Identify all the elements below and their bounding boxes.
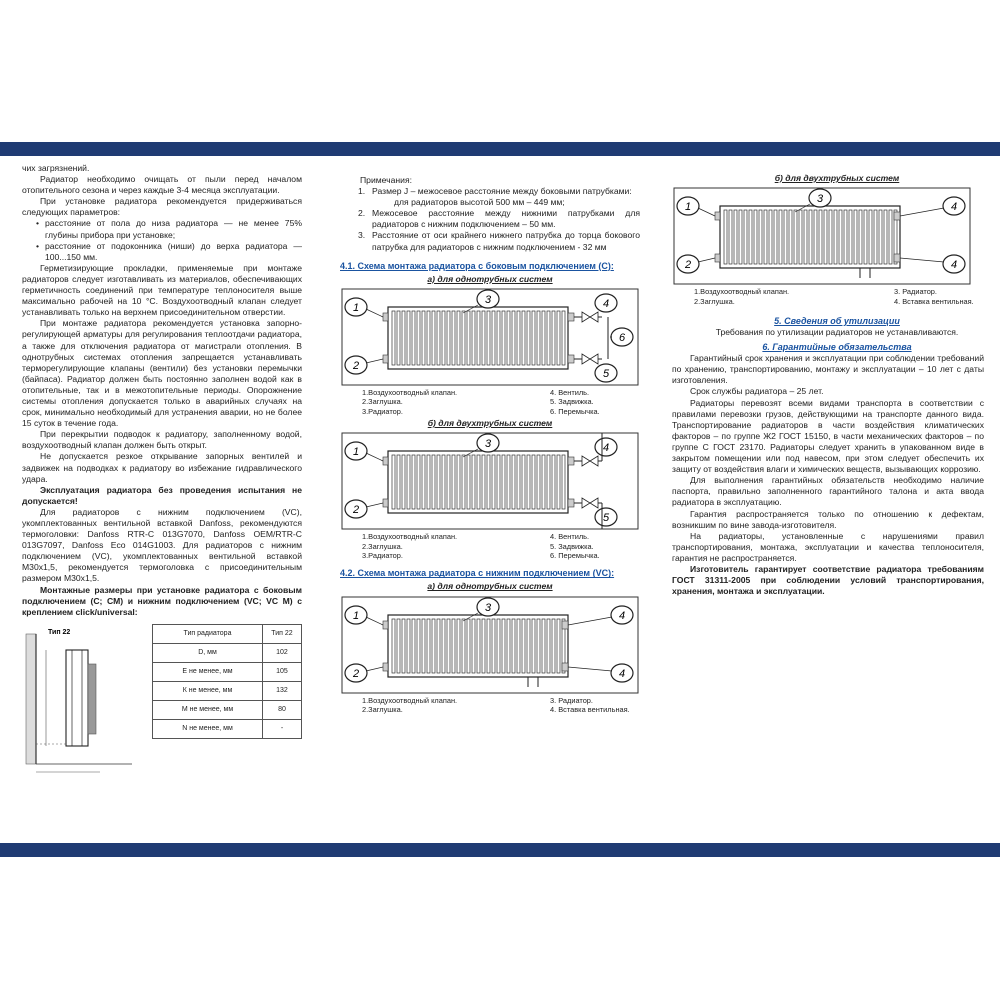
callout-number: 2 (352, 504, 360, 517)
legend-item: 4. Вентиль. (550, 532, 590, 542)
leader-line (366, 503, 383, 507)
legend-item: 2.Заглушка. (362, 397, 403, 407)
table-cell: Е не менее, мм (153, 662, 263, 681)
connector (383, 663, 388, 671)
connector (383, 621, 388, 629)
connector (568, 355, 574, 363)
notes-list (360, 186, 640, 253)
table-cell: 132 (262, 681, 301, 700)
legend-item: 1.Воздухоотводный клапан. (694, 287, 790, 297)
legend-item: 2.Заглушка. (362, 541, 403, 551)
callout-number: 3 (484, 293, 492, 306)
connector (383, 457, 388, 465)
leader-line (366, 309, 383, 317)
notes-block (340, 175, 640, 253)
legend-item: 5. Задвижка. (550, 397, 594, 407)
callout-number: 2 (352, 667, 360, 680)
dims-table (152, 624, 302, 739)
connector (715, 254, 720, 262)
legend-item: 3.Радиатор. (362, 550, 403, 560)
legend-item: 4. Вентиль. (550, 387, 590, 397)
valve (582, 456, 590, 466)
leader-line (366, 453, 383, 461)
connector (562, 621, 568, 629)
table-cell: 102 (262, 643, 301, 662)
callout-number: 4 (950, 201, 958, 214)
table-cell: - (262, 719, 301, 738)
legend-bottom-single (340, 696, 640, 715)
connector (715, 212, 720, 220)
subheading-single-pipe: а) для однотрубных систем (427, 581, 553, 592)
section-heading-4-2: 4.2. Схема монтажа радиатора с нижним подключением (VC): (340, 568, 615, 579)
leader-line (698, 258, 715, 262)
paragraph: Срок службы радиатора – 25 лет. (690, 386, 824, 397)
list-item (364, 186, 640, 208)
paragraph: При монтаже радиатора рекомендуется установка запорно-регулирующей арматуры для регулирования теплоотдачи радиатора, а также для отключения радиатора от магистрали отопления. В однотрубных системах отопления запрещается устанавливать терморегулирующие клапаны (вентили) без установки перемычки (байпаса). Радиатор должен быть постоянно заполнен водой как в отопительные, так и в межотопительные периоды. Опорожнение системы отопления допускается только в аварийных случаях на срок, минимально необходимый для устранения аварии, но не более 15 суток в течение года. (22, 318, 302, 429)
column-right (672, 163, 984, 597)
legend-bottom-two (672, 287, 984, 306)
paragraph: Гарантия распространяется только по отношению к дефектам, возникшим по вине завода-изготовителя. (672, 508, 984, 530)
radiator-diagram (340, 431, 640, 531)
callout-number: 3 (816, 193, 824, 206)
callout-number: 1 (352, 446, 360, 459)
mount-dims-block (22, 624, 302, 774)
figure-label: Тип 22 (48, 628, 71, 636)
column-left (22, 163, 302, 774)
connector (568, 499, 574, 507)
diagram-bottom-single (340, 595, 640, 695)
diagram-bottom-two (672, 186, 984, 286)
bottom-color-band (0, 843, 1000, 857)
table-cell: N не менее, мм (153, 719, 263, 738)
column-middle (340, 163, 640, 714)
legend-item: 6. Перемычка. (550, 406, 600, 416)
manufacturer-guarantee: Изготовитель гарантирует соответствие радиатора требованиям ГОСТ 31311-2005 при соблюдении условий транспортирования, хранения, монтажа и эксплуатации. (672, 563, 984, 597)
list-item: • расстояние от подоконника (ниши) до верха радиатора — 100...150 мм. (36, 241, 302, 263)
table-row (153, 719, 302, 738)
connector (568, 457, 574, 465)
legend-item: 4. Вставка вентильная. (550, 704, 630, 714)
note-text: Размер J – межосевое расстояние между боковыми патрубками: (372, 186, 632, 197)
list-item: 2. Межосевое расстояние между нижними патрубками для радиаторов с нижним подключением – 50 мм. (364, 208, 640, 230)
connector (562, 663, 568, 671)
callout-number: 4 (618, 667, 626, 680)
callout-number: 3 (484, 601, 492, 614)
paragraph: чих загрязнений. (22, 163, 90, 173)
table-cell: D, мм (153, 643, 263, 662)
paragraph: На радиаторы, установленные с нарушениями правил транспортирования, монтажа, эксплуатации и качества теплоносителя, гарантия не распространяется. (672, 530, 984, 563)
legend-side-single (340, 388, 640, 416)
section-heading-5: 5. Сведения об утилизации (774, 315, 900, 326)
table-cell: 105 (262, 662, 301, 681)
table-row (153, 662, 302, 681)
connector (383, 313, 388, 321)
list-item: для радиаторов высотой 500 мм – 449 мм; (394, 197, 565, 208)
paragraph: Герметизирующие прокладки, применяемые при монтаже радиаторов следует изготавливать из материалов, обеспечивающих герметичность соединений при температуре теплоносителя выше максимально рабочей на 10 °С. Воздухоотводный клапан следует устанавливать только на верхнем присоединительном отверстии. (22, 262, 302, 318)
valve (590, 354, 598, 364)
connector (894, 212, 900, 220)
paragraph: При перекрытии подводок к радиатору, заполненному водой, воздухоотводный клапан должен быть открыт. (22, 429, 302, 451)
valve (590, 312, 598, 322)
leader-line (568, 667, 612, 671)
legend-item: 3.Радиатор. (362, 406, 403, 416)
radiator-diagram (340, 287, 640, 387)
callout-number: 2 (684, 259, 692, 272)
callout-number: 1 (352, 301, 360, 314)
radiator-diagram (340, 595, 640, 695)
legend-item: 4. Вставка вентильная. (894, 296, 974, 306)
table-cell: 80 (262, 700, 301, 719)
diagram-side-single (340, 287, 640, 387)
table-row (153, 700, 302, 719)
legend-item: 6. Перемычка. (550, 550, 600, 560)
leader-line (900, 208, 944, 216)
legend-item: 3. Радиатор. (894, 287, 937, 297)
valve (582, 354, 590, 364)
valve (590, 498, 598, 508)
subheading-two-pipe: б) для двухтрубных систем (774, 173, 900, 183)
leader-line (366, 359, 383, 363)
leader-line (366, 667, 383, 671)
paragraph: Для выполнения гарантийных обязательств необходимо наличие паспорта, правильно заполненного гарантийного талона и акта ввода радиатора в эксплуатацию. (672, 475, 984, 508)
valve (590, 456, 598, 466)
table-row (153, 681, 302, 700)
legend-item: 1.Воздухоотводный клапан. (362, 695, 458, 705)
table-cell: Тип радиатора (153, 624, 263, 643)
subheading-single-pipe: а) для однотрубных систем (427, 273, 553, 284)
legend-item: 2.Заглушка. (694, 296, 735, 306)
legend-item: 1.Воздухоотводный клапан. (362, 532, 458, 542)
callout-number: 4 (602, 442, 610, 455)
radiator-side-drawing (22, 624, 142, 774)
callout-number: 6 (618, 331, 626, 344)
leader-line (568, 617, 612, 625)
diagram-side-two (340, 431, 640, 531)
legend-item: 5. Задвижка. (550, 541, 594, 551)
table-cell: М не менее, мм (153, 700, 263, 719)
top-color-band (0, 142, 1000, 156)
callout-number: 4 (950, 259, 958, 272)
notes-title: Примечания: (360, 175, 413, 185)
callout-number: 1 (352, 609, 360, 622)
legend-item: 1.Воздухоотводный клапан. (362, 387, 458, 397)
subheading-two-pipe: б) для двухтрубных систем (427, 418, 553, 429)
table-row (153, 643, 302, 662)
table-cell: Тип 22 (262, 624, 301, 643)
mount-dims-heading: Монтажные размеры при установке радиатора с боковым подключением (C; CM) и нижним подключением (VC; VC M) с креплением click/universal: (22, 584, 302, 617)
paragraph: Гарантийный срок хранения и эксплуатации при соблюдении требований по хранению, транспортированию, монтажу и эксплуатации – 10 лет с даты изготовления. (672, 353, 984, 386)
paragraph: Радиаторы перевозят всеми видами транспорта в соответствии с правилами перевозки грузов, действующими на транспорте данного вида. Транспортирование радиаторов в части воздействия климатических факторов – по группе Ж2 ГОСТ 15150, в части механических факторов – по группе С ГОСТ 23170. Радиаторы следует хранить в упакованном виде в закрытом помещении или под навесом, при этом следует обеспечить их защиту от воздействия влаги и химических веществ, вызывающих коррозию. (672, 397, 984, 475)
connector (383, 499, 388, 507)
connector (383, 355, 388, 363)
callout-number: 3 (484, 438, 492, 451)
leader-line (900, 258, 944, 262)
warning-heading: Эксплуатация радиатора без проведения испытания не допускается! (22, 484, 302, 506)
paragraph: Не допускается резкое открывание запорных вентилей и задвижек на подводках к радиатору во избежание гидравлического удара. (22, 451, 302, 484)
leader-line (366, 617, 383, 625)
legend-item: 3. Радиатор. (550, 695, 593, 705)
section-heading-4-1: 4.1. Схема монтажа радиатора с боковым подключением (С): (340, 260, 614, 271)
paragraph: Радиатор необходимо очищать от пыли перед началом отопительного сезона и через каждые 3-4 месяца эксплуатации. (22, 174, 302, 196)
callout-number: 5 (602, 512, 610, 525)
bullet-list (22, 218, 302, 262)
legend-side-two (340, 532, 640, 560)
legend-item: 2.Заглушка. (362, 704, 403, 714)
connector (568, 313, 574, 321)
list-item: 3. Расстояние от оси крайнего нижнего патрубка до торца бокового патрубка для радиаторов с нижним подключением - 32 мм (364, 230, 640, 252)
callout-number: 2 (352, 359, 360, 372)
radiator-diagram (672, 186, 972, 286)
section-heading-6: 6. Гарантийные обязательства (762, 342, 912, 353)
table-cell: К не менее, мм (153, 681, 263, 700)
list-item: • расстояние от пола до низа радиатора — не менее 75% глубины прибора при установке; (36, 218, 302, 240)
paragraph: При установке радиатора рекомендуется придерживаться следующих параметров: (22, 196, 302, 218)
paragraph: Для радиаторов с нижним подключением (VC), укомплектованных вентильной вставкой Danfoss, рекомендуются термоголовки: Danfoss RTR-C 013G7070, Danfoss OEM/RTR-C 013G7097, Danfoss Eco 014G1003. Для радиаторов с нижним подключением (VC), укомплектованных вентильной вставкой M30x1,5, рекомендуется термоголовка с присоединительным размером M30x1,5. (22, 506, 302, 584)
valve (582, 498, 590, 508)
table-header-row (153, 624, 302, 643)
leader-line (698, 208, 715, 216)
connector (894, 254, 900, 262)
paragraph: Требования по утилизации радиаторов не устанавливаются. (715, 327, 959, 337)
callout-number: 4 (602, 297, 610, 310)
valve (582, 312, 590, 322)
callout-number: 1 (684, 201, 692, 214)
callout-number: 4 (618, 609, 626, 622)
callout-number: 5 (602, 367, 610, 380)
